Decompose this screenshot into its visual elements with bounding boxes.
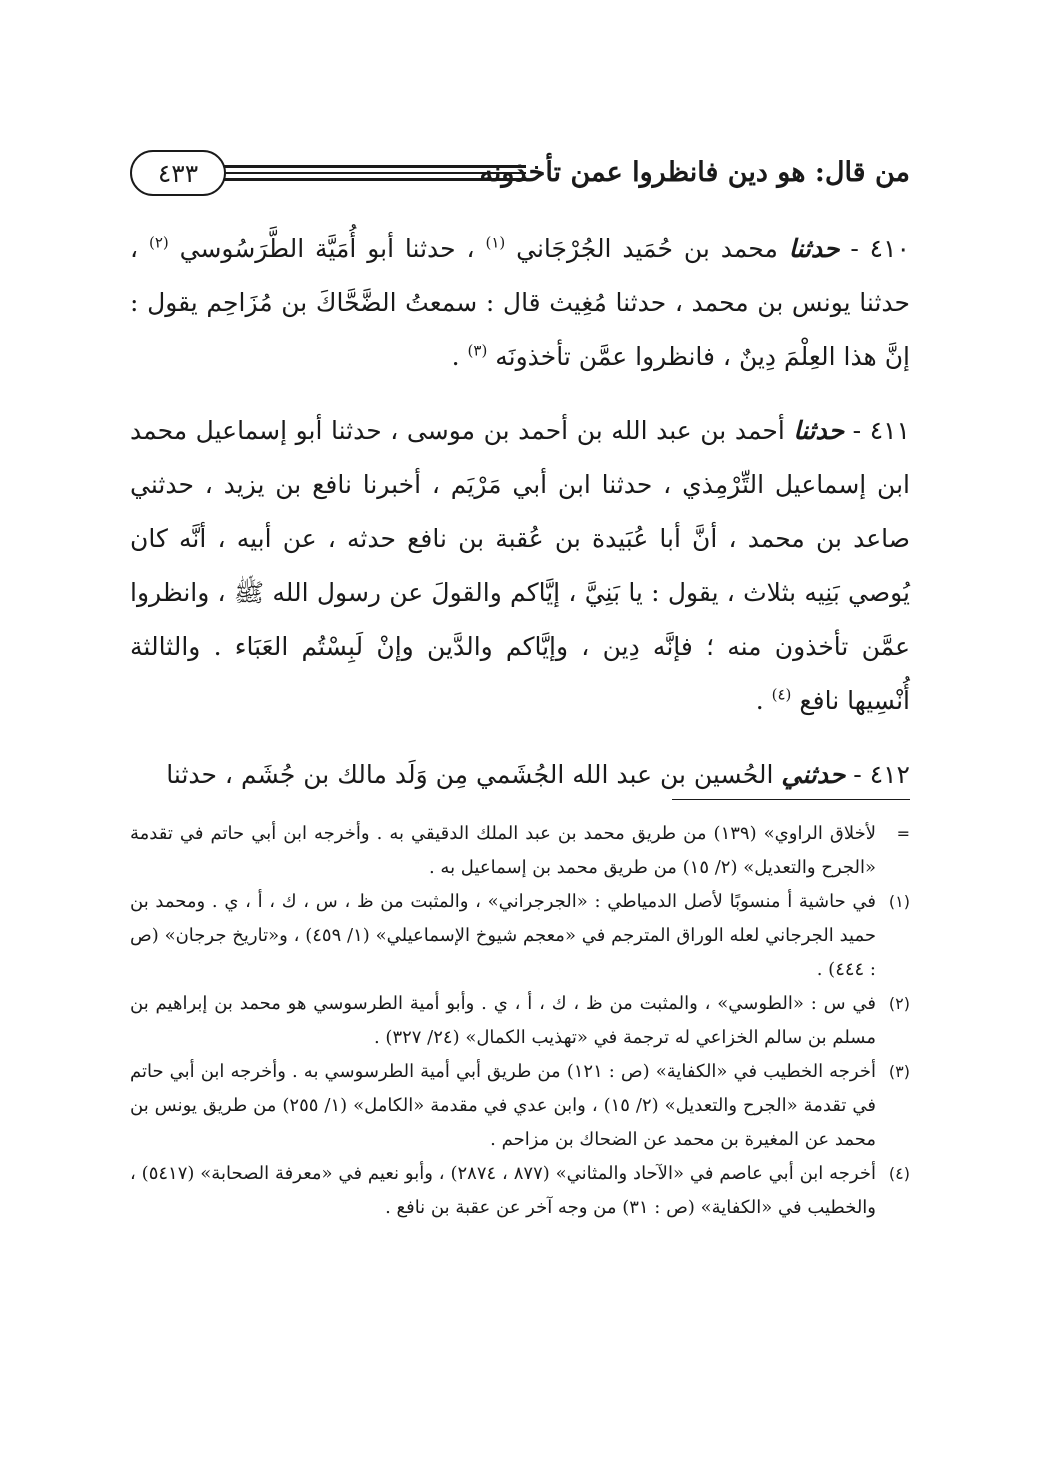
running-title: من قال: هو دين فانظروا عمن تأخذونه bbox=[479, 157, 910, 188]
hadith-text: . bbox=[755, 686, 764, 715]
footnote-separator bbox=[672, 799, 910, 800]
footnote-ref: (٤) bbox=[771, 685, 792, 704]
footnote-marker: = bbox=[896, 824, 910, 843]
hadith-text: أحمد بن عبد الله بن أحمد بن موسى ، حدثنا أبو إسماعيل محمد ابن إسماعيل التِّرْمِذي ، حدثنا ابن أبي مَرْيَم ، أخبرنا نافع بن يزيد ، حدثني صاعد بن محمد ، أنَّ أبا عُبَيدة بن عُقبة بن نافع حدثه ، عن أبيه ، أنَّه كان يُوصي بَنِيه بثلاث ، يقول : يا بَنِيَّ ، إيَّاكم والقولَ عن رسول الله ﷺ ، وانظروا عمَّن تأخذون منه ؛ فإنَّه دِين ، وإيَّاكم والدَّين وإنْ لَبِسْتُم العَبَاء . والثالثة أُنْسِيها نافع bbox=[130, 416, 910, 715]
main-text bbox=[130, 222, 910, 802]
hadith-text: الحُسين بن عبد الله الجُشَمي مِن وَلَد مالك بن جُشَم ، حدثنا bbox=[166, 760, 774, 789]
footnote-text: في حاشية أ منسوبًا لأصل الدمياطي : «الجرجراني» ، والمثبت من ظ ، س ، ك ، أ ، ي . ومحمد بن حميد الجرجاني لعله الوراق المترجم في «معجم شيوخ الإسماعيلي» (١/ ٤٥٩) ، و«تاريخ جرجان» (ص : ٤٤٤) . bbox=[130, 891, 876, 980]
hadith-412 bbox=[130, 748, 910, 802]
hadith-text: محمد بن حُمَيد الجُرْجَاني bbox=[516, 234, 778, 263]
footnote-marker: (٤) bbox=[888, 1164, 910, 1183]
footnote-text: أخرجه ابن أبي عاصم في «الآحاد والمثاني» (٨٧٧ ، ٢٨٧٤) ، وأبو نعيم في «معرفة الصحابة» (٥٤١٧) ، والخطيب في «الكفاية» (ص : ٣١) من وجه آخر عن عقبة بن نافع . bbox=[130, 1163, 876, 1218]
footnote-ref: (١) bbox=[485, 233, 506, 252]
hadith-text: ، حدثنا يونس بن محمد ، حدثنا مُغِيث قال : سمعتُ الضَّحَّاكَ بن مُزَاحِم يقول : إنَّ هذا العِلْمَ دِينٌ ، فانظروا عمَّن تأخذونَه bbox=[130, 234, 910, 371]
hadith-dash: - bbox=[844, 416, 862, 445]
footnote-text: أخرجه الخطيب في «الكفاية» (ص : ١٢١) من طريق أبي أمية الطرسوسي به . وأخرجه ابن أبي حاتم في تقدمة «الجرح والتعديل» (٢/ ١٥) ، وابن عدي في مقدمة «الكامل» (١/ ٢٥٥) من طريق يونس بن محمد عن المغيرة بن محمد عن الضحاك بن مزاحم . bbox=[130, 1061, 876, 1150]
hadith-narration-marker: حدثنا bbox=[793, 416, 845, 445]
hadith-dash: - bbox=[845, 760, 862, 789]
page-number: ٤٣٣ bbox=[130, 150, 226, 196]
footnote-continued bbox=[130, 817, 910, 885]
footnote-ref: (٢) bbox=[148, 233, 169, 252]
hadith-narration-marker: حدثنا bbox=[788, 234, 840, 263]
footnote-marker: (١) bbox=[888, 892, 910, 911]
hadith-dash: - bbox=[839, 234, 859, 263]
footnote-4 bbox=[130, 1157, 910, 1225]
hadith-410 bbox=[130, 222, 910, 384]
hadith-narration-marker: حدثني bbox=[781, 760, 846, 789]
footnote-marker: (٣) bbox=[888, 1062, 910, 1081]
footnote-ref: (٣) bbox=[467, 341, 488, 360]
hadith-411 bbox=[130, 404, 910, 728]
hadith-number: ٤١١ bbox=[869, 416, 910, 445]
footnote-marker: (٢) bbox=[888, 994, 910, 1013]
footnote-3 bbox=[130, 1055, 910, 1157]
hadith-number: ٤١٢ bbox=[869, 760, 910, 789]
footnote-1 bbox=[130, 885, 910, 987]
footnote-2 bbox=[130, 987, 910, 1055]
footnote-text: في س : «الطوسي» ، والمثبت من ظ ، ك ، أ ، ي . وأبو أمية الطرسوسي هو محمد بن إبراهيم بن مسلم بن سالم الخزاعي له ترجمة في «تهذيب الكمال» (٢٤/ ٣٢٧) . bbox=[130, 993, 876, 1048]
page-header bbox=[130, 150, 910, 198]
footnote-text: لأخلاق الراوي» (١٣٩) من طريق محمد بن عبد الملك الدقيقي به . وأخرجه ابن أبي حاتم في تقدمة «الجرح والتعديل» (٢/ ١٥) من طريق محمد بن إسماعيل به . bbox=[130, 823, 876, 878]
hadith-text: ، حدثنا أبو أُمَيَّة الطَّرَسُوسي bbox=[179, 234, 475, 263]
footnotes bbox=[130, 817, 910, 1225]
hadith-number: ٤١٠ bbox=[869, 234, 910, 263]
hadith-text: . bbox=[451, 342, 460, 371]
